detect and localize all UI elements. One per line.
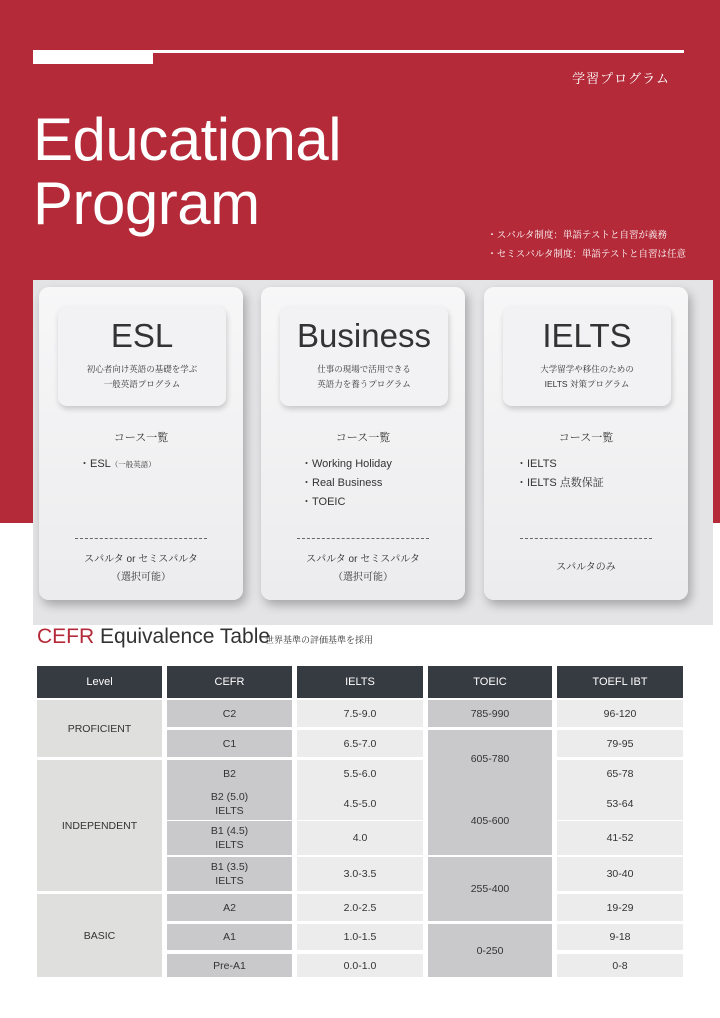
cefr-heading-rest: Equivalence Table — [94, 625, 271, 648]
level-cell: PROFICIENT — [37, 700, 162, 757]
table-header-cefr: CEFR — [167, 666, 292, 698]
card-divider — [520, 538, 652, 539]
toefl-cell: 30-40 — [557, 857, 683, 891]
course-item: ・IELTS — [516, 458, 557, 470]
program-card-esl — [39, 287, 243, 600]
ielts-cell: 4.0 — [297, 821, 423, 855]
card-desc-2: 英語力を養うプログラム — [317, 379, 411, 389]
toeic-cell: 605-780 — [428, 730, 552, 787]
card-footer — [261, 551, 465, 587]
card-desc-1: 大学留学や移住のための — [540, 364, 634, 374]
toefl-cell: 0-8 — [557, 954, 683, 977]
card-foot-2: （選択可能） — [333, 572, 393, 583]
cefr-cell: B2 — [167, 760, 292, 787]
course-item: ・Real Business — [301, 477, 383, 489]
note-semi-sparta: ・セミスパルタ制度：単語テストと自習は任意 — [487, 249, 686, 260]
cefr-heading-accent: CEFR — [37, 625, 95, 648]
card-footer — [484, 559, 688, 577]
cefr-cell: C2 — [167, 700, 292, 727]
course-list — [516, 455, 604, 493]
card-desc-2: 一般英語プログラム — [103, 379, 181, 389]
ielts-cell: 2.0-2.5 — [297, 894, 423, 921]
ielts-cell: 4.5-5.0 — [297, 787, 423, 820]
ielts-cell: 6.5-7.0 — [297, 730, 423, 757]
card-header — [503, 306, 671, 406]
toefl-cell: 9-18 — [557, 924, 683, 950]
toefl-cell: 53-64 — [557, 787, 683, 820]
cefr-cell: B1 (4.5) IELTS — [167, 821, 292, 855]
card-foot-1: スパルタ or セミスパルタ — [84, 554, 198, 565]
toefl-cell: 65-78 — [557, 760, 683, 787]
hero-subtitle: 学習プログラム — [572, 71, 670, 86]
cefr-cell: A2 — [167, 894, 292, 921]
title-line-1: Educational — [33, 106, 342, 173]
course-list-title: コース一覧 — [113, 432, 169, 444]
toefl-cell: 79-95 — [557, 730, 683, 757]
card-footer — [39, 551, 243, 587]
page-title — [33, 108, 341, 236]
toefl-cell: 41-52 — [557, 821, 683, 855]
card-foot-2: （選択可能） — [111, 572, 171, 583]
ielts-cell: 5.5-6.0 — [297, 760, 423, 787]
card-title: Business — [297, 317, 431, 354]
note-sparta: ・スパルタ制度：単語テストと自習が義務 — [487, 230, 667, 241]
hero-rule-block — [33, 50, 153, 64]
cefr-cell: A1 — [167, 924, 292, 950]
hero-notes — [487, 226, 686, 264]
toeic-cell: 405-600 — [428, 787, 552, 855]
course-note: （一般英語） — [110, 460, 156, 469]
card-desc-1: 仕事の現場で活用できる — [317, 364, 411, 374]
program-card-ielts — [484, 287, 688, 600]
table-header-toefl-ibt: TOEFL IBT — [557, 666, 683, 698]
level-cell: INDEPENDENT — [37, 760, 162, 891]
title-line-2: Program — [33, 170, 260, 237]
cefr-cell: Pre-A1 — [167, 954, 292, 977]
cefr-heading — [37, 625, 270, 649]
course-name: ・ESL — [79, 458, 111, 470]
cefr-cell: B1 (3.5) IELTS — [167, 857, 292, 891]
toefl-cell: 96-120 — [557, 700, 683, 727]
cefr-subheading: 世界基準の評価基準を採用 — [265, 635, 374, 645]
card-title: IELTS — [542, 317, 632, 354]
ielts-cell: 3.0-3.5 — [297, 857, 423, 891]
card-foot-1: スパルタ or セミスパルタ — [306, 554, 420, 565]
course-list-title: コース一覧 — [335, 432, 391, 444]
toeic-cell: 255-400 — [428, 857, 552, 921]
course-list — [301, 455, 392, 512]
course-list — [79, 455, 156, 474]
toefl-cell: 19-29 — [557, 894, 683, 921]
table-header-toeic: TOEIC — [428, 666, 552, 698]
level-cell: BASIC — [37, 894, 162, 977]
ielts-cell: 7.5-9.0 — [297, 700, 423, 727]
table-header-level: Level — [37, 666, 162, 698]
cefr-cell: B2 (5.0) IELTS — [167, 787, 292, 820]
course-item: ・IELTS 点数保証 — [516, 477, 604, 489]
ielts-cell: 0.0-1.0 — [297, 954, 423, 977]
card-title: ESL — [110, 317, 174, 354]
toeic-cell: 0-250 — [428, 924, 552, 977]
course-item: ・Working Holiday — [301, 458, 392, 470]
toeic-cell: 785-990 — [428, 700, 552, 727]
card-header — [58, 306, 226, 406]
card-foot-1: スパルタのみ — [556, 562, 616, 573]
card-desc-2: IELTS 対策プログラム — [544, 379, 630, 389]
card-divider — [75, 538, 207, 539]
course-item: ・TOEIC — [301, 496, 346, 508]
cefr-cell: C1 — [167, 730, 292, 757]
card-header — [280, 306, 448, 406]
card-desc-1: 初心者向け英語の基礎を学ぶ — [86, 364, 198, 374]
course-list-title: コース一覧 — [558, 432, 614, 444]
table-header-ielts: IELTS — [297, 666, 423, 698]
ielts-cell: 1.0-1.5 — [297, 924, 423, 950]
course-item — [79, 455, 156, 474]
program-card-business — [261, 287, 465, 600]
card-divider — [297, 538, 429, 539]
